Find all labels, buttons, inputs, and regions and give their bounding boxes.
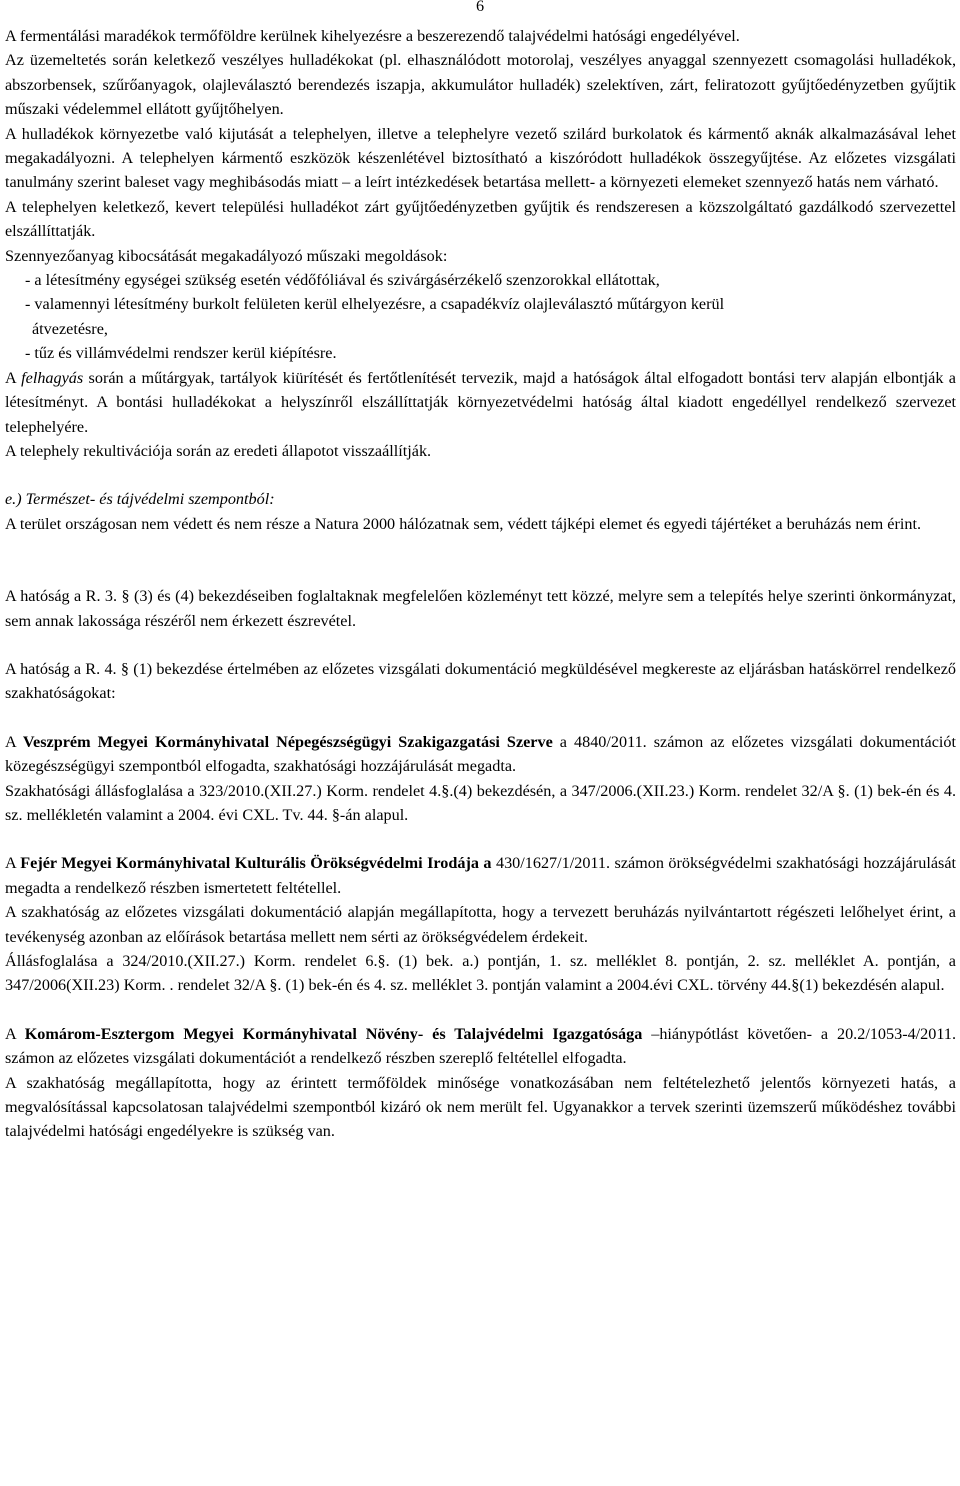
text-span: során a műtárgyak, tartályok kiürítését és fertőtlenítését tervezik, majd a hatóságok által elfogadott bontási terv alapján elbontják a létesítményt. A bontási hulladékokat a helyszínről elszállíttatják környezetvédelmi hatóság által kiadott engedéllyel rendelkező szervezet telephelyére. bbox=[5, 368, 956, 436]
paragraph: Az üzemeltetés során keletkező veszélyes hulladékokat (pl. elhasználódott motorolaj, veszélyes anyaggal szennyezett csomagolási hulladékok, abszorbensek, szűrőanyagok, olajleválasztó berendezés iszapja, akkumulátor hulladék) szelektíven, zárt, feliratozott gyűjtőedényzetben gyűjtik műszaki védelemmel ellátott gyűjtőhelyen. bbox=[5, 51, 956, 119]
paragraph: A telephely rekultivációja során az eredeti állapotot visszaállítják. bbox=[5, 441, 432, 460]
section-heading-text: e.) Természet- és tájvédelmi szempontból: bbox=[5, 490, 275, 509]
text-span: A bbox=[5, 854, 21, 873]
list-item: - a létesítmény egységei szükség esetén védőfóliával és szivárgásérzékelő szenzorokkal ellátottak, bbox=[25, 271, 660, 290]
paragraph: A fermentálási maradékok termőföldre kerülnek kihelyezésre a beszerezendő talajvédelmi hatósági engedélyével. bbox=[5, 27, 740, 45]
paragraph: A telephelyen keletkező, kevert települési hulladékot zárt gyűjtőedényzetben gyűjtik és rendszeresen a közszolgáltató gazdálkodó szervezettel elszállíttatják. bbox=[5, 197, 956, 241]
paragraph: A szakhatóság megállapította, hogy az érintett termőföldek minősége vonatkozásában nem feltételezhető jelentős környezeti hatás, a megvalósítással kapcsolatosan talajvédelmi szempontból kizáró ok nem merült fel. Ugyanakkor a tervek szerinti üzemszerű működéshez további talajvédelmi hatósági engedélyekre is szükség van. bbox=[5, 1073, 956, 1141]
spacer bbox=[5, 706, 956, 730]
text-span: A bbox=[5, 1024, 25, 1043]
list-item: - valamennyi létesítmény burkolt felületen kerül elhelyezésre, a csapadékvíz olajleválasztó műtárgyon kerül bbox=[25, 295, 725, 314]
text-span: A bbox=[5, 732, 23, 751]
paragraph: A hulladékok környezetbe való kijutását a telephelyen, illetve a telephelyre vezető szilárd burkolatok és kármentő aknák alkalmazásával lehet megakadályozni. A telephelyen kármentő eszközök készenlétével biztosítható a kiszóródott hulladékok összegyűjtése. Az előzetes vizsgálati tanulmány szerint baleset vagy meghibásodás miatt – a leírt intézkedések betartása mellett- a környezeti elemeket szennyező hatás nem várható. bbox=[5, 124, 956, 192]
spacer bbox=[5, 463, 956, 487]
paragraph: Szennyezőanyag kibocsátását megakadályozó műszaki megoldások: bbox=[5, 246, 448, 265]
paragraph bbox=[5, 730, 956, 779]
authority-name: Komárom-Esztergom Megyei Kormányhivatal Növény- és Talajvédelmi Igazgatósága bbox=[24, 1024, 643, 1043]
spacer bbox=[5, 827, 956, 851]
paragraph: A hatóság a R. 3. § (3) és (4) bekezdéseiben foglaltaknak megfelelően közleményt tett közzé, melyre sem a telepítés helye szerinti önkormányzat, sem annak lakossága részéről nem érkezett észrevétel. bbox=[5, 587, 956, 630]
document-body bbox=[5, 24, 956, 1144]
authority-name: Veszprém Megyei Kormányhivatal Népegészségügyi Szakigazgatási Szerve bbox=[22, 732, 553, 751]
paragraph: Szakhatósági állásfoglalása a 323/2010.(XII.27.) Korm. rendelet 4.§.(4) bekezdésén, a 347/2006.(XII.23.) Korm. rendelet 32/A §. (1) bek-én és 4. sz. mellékletén valamint a 2004. évi CXL. Tv. 44. §-án alapul. bbox=[5, 781, 956, 824]
spacer bbox=[5, 998, 956, 1022]
section-heading bbox=[5, 487, 956, 511]
text-span: –hiánypótlást követően- a 20.2/1053-4/2011. számon az előzetes vizsgálati dokumentációt a rendelkező részben szereplő feltétellel elfogadta. bbox=[5, 1024, 956, 1068]
text-span: a 4840/2011. számon az előzetes vizsgálati dokumentációt közegészségügyi szempontból elfogadta, szakhatósági hozzájárulását megadta. bbox=[5, 732, 957, 776]
paragraph bbox=[5, 366, 956, 439]
spacer bbox=[5, 633, 956, 657]
paragraph: A szakhatóság az előzetes vizsgálati dokumentáció alapján megállapította, hogy a tervezett beruházás nyilvántartott régészeti lelőhelyet érint, a tevékenység azonban az előírások betartása mellett nem sérti az örökségvédelem érdekeit. bbox=[5, 903, 956, 946]
paragraph bbox=[5, 1022, 956, 1071]
list-item: - tűz és villámvédelmi rendszer kerül kiépítésre. bbox=[25, 344, 337, 363]
paragraph: A terület országosan nem védett és nem része a Natura 2000 hálózatnak sem, védett tájképi elemet és egyedi tájértéket a beruházás nem érint. bbox=[5, 514, 922, 533]
text-span: 430/1627/1/2011. számon örökségvédelmi szakhatósági hozzájárulását megadta a rendelkező részben ismertetett feltétellel. bbox=[5, 854, 957, 897]
italic-term: felhagyás bbox=[21, 368, 84, 387]
spacer bbox=[5, 536, 956, 584]
page-number: 6 bbox=[475, 0, 485, 15]
text-span: A bbox=[5, 368, 22, 387]
paragraph bbox=[5, 851, 956, 900]
authority-name: Fejér Megyei Kormányhivatal Kulturális Örökségvédelmi Irodája a bbox=[20, 854, 492, 873]
paragraph: Állásfoglalása a 324/2010.(XII.27.) Korm. rendelet 6.§. (1) bek. a.) pontján, 1. sz. melléklet 8. pontján, 2. sz. melléklet A. pontján, a 347/2006(XII.23) Korm. . rendelet 32/A §. (1) bek-én és 4. sz. melléklet 3. pontján valamint a 2004.évi CXL. törvény 44.§(1) bekezdésén alapul. bbox=[5, 952, 956, 995]
list-item-continuation: átvezetésre, bbox=[32, 319, 108, 338]
paragraph: A hatóság a R. 4. § (1) bekezdése értelmében az előzetes vizsgálati dokumentáció megküldésével megkereste az eljárásban hatáskörrel rendelkező szakhatóságokat: bbox=[5, 659, 956, 703]
